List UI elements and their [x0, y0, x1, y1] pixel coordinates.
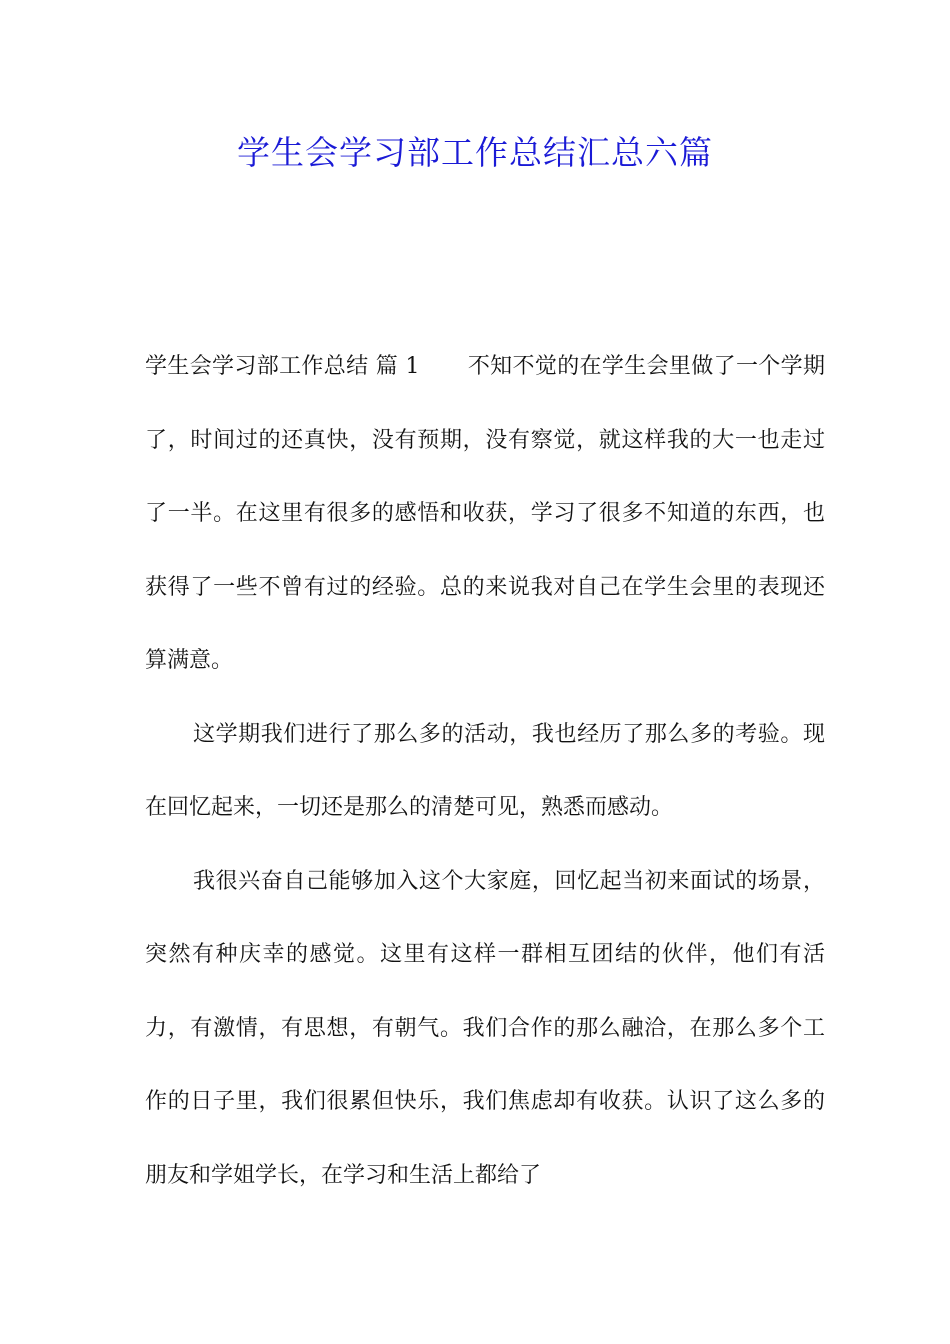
paragraph-1-text: 不知不觉的在学生会里做了一个学期了，时间过的还真快，没有预期，没有察觉，就这样我的大一也走过了一半。在这里有很多的感悟和收获，学习了很多不知道的东西，也获得了一些不曾有过的经验。总的来说我对自己在学生会里的表现还算满意。 [145, 354, 825, 673]
paragraph-2: 这学期我们进行了那么多的活动，我也经历了那么多的考验。现在回忆起来，一切还是那么的清楚可见，熟悉而感动。 [145, 721, 825, 820]
paragraph-1 [145, 330, 825, 698]
document-body [145, 330, 825, 1212]
document-title: 学生会学习部工作总结汇总六篇 [237, 133, 713, 172]
paragraph-3: 我很兴奋自己能够加入这个大家庭，回忆起当初来面试的场景，突然有种庆幸的感觉。这里有这样一群相互团结的伙伴，他们有活力，有激情，有思想，有朝气。我们合作的那么融洽，在那么多个工作的日子里，我们很累但快乐，我们焦虑却有收获。认识了这么多的朋友和学姐学长，在学习和生活上都给了 [145, 868, 825, 1188]
section-heading: 学生会学习部工作总结 篇 1 [145, 354, 420, 379]
